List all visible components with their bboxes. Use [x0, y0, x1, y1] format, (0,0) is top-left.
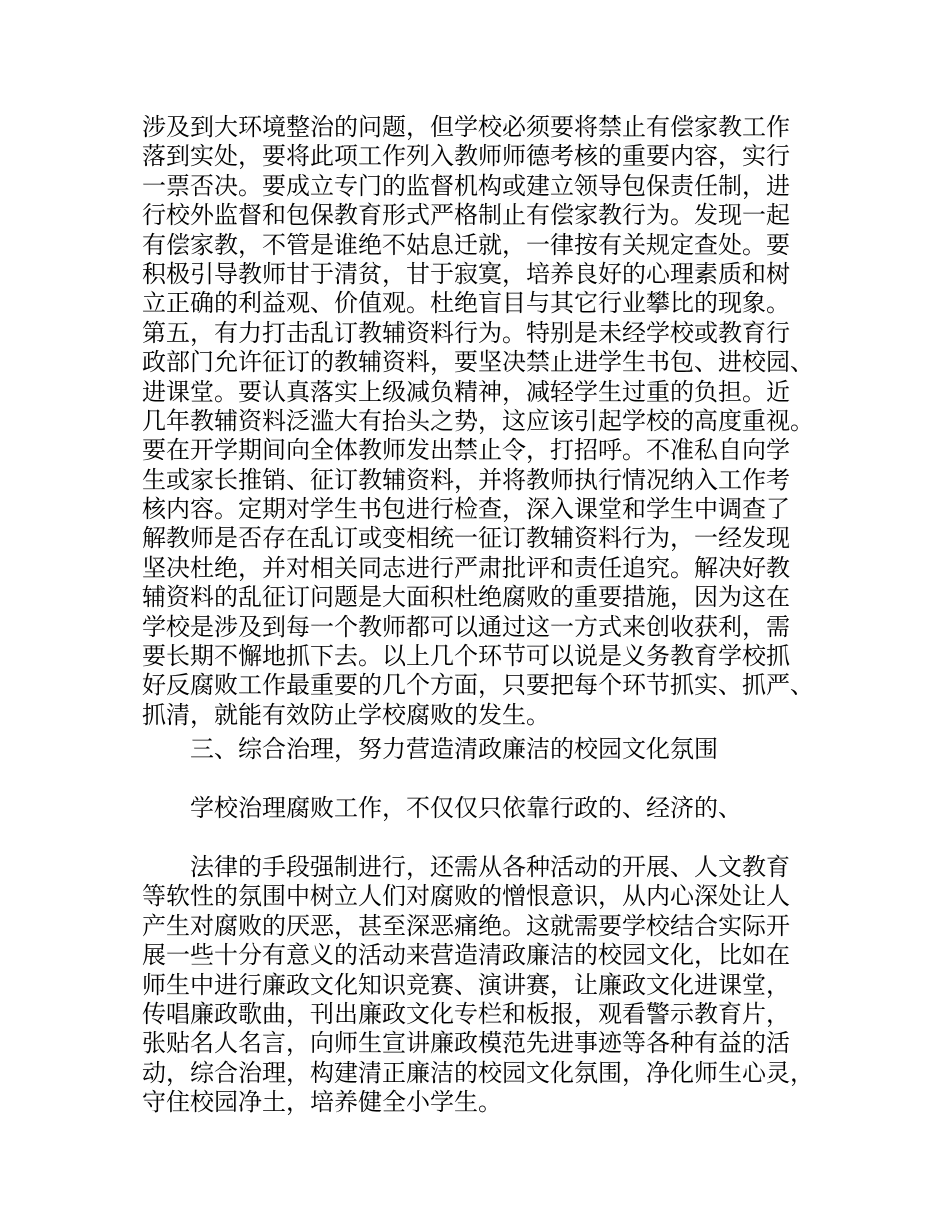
paragraph-campus-culture: [142, 853, 842, 1118]
text-line: 几年教辅资料泛滥大有抬头之势，这应该引起学校的高度重视。: [142, 406, 814, 435]
text-line: 产生对腐败的厌恶，甚至深恶痛绝。这就需要学校结合实际开: [142, 911, 790, 940]
text-line: 落到实处，要将此项工作列入教师师德考核的重要内容，实行: [142, 142, 790, 171]
text-line: 要长期不懈地抓下去。以上几个环节可以说是义务教育学校抓: [142, 642, 790, 671]
text-line: 等软性的氛围中树立人们对腐败的憎恨意识，从内心深处让人: [142, 882, 790, 911]
text-line: 核内容。定期对学生书包进行检查，深入课堂和学生中调查了: [142, 495, 790, 524]
text-line: 涉及到大环境整治的问题，但学校必须要将禁止有偿家教工作: [142, 113, 790, 141]
heading-text: 三、综合治理，努力营造清政廉洁的校园文化氛围: [190, 735, 718, 763]
text-line: 行校外监督和包保教育形式严格制止有偿家教行为。发现一起: [142, 201, 790, 230]
paragraph-text: 学校治理腐败工作，不仅仅只依靠行政的、经济的、: [190, 794, 742, 822]
text-line: 有偿家教，不管是谁绝不姑息迁就，一律按有关规定查处。要: [142, 230, 790, 259]
text-line: 好反腐败工作最重要的几个方面，只要把每个环节抓实、抓严、: [142, 671, 814, 700]
text-line: 法律的手段强制进行，还需从各种活动的开展、人文教育: [190, 853, 790, 881]
text-line: 抓清，就能有效防止学校腐败的发生。: [142, 700, 550, 729]
text-line: 传唱廉政歌曲，刊出廉政文化专栏和板报，观看警示教育片，: [142, 999, 790, 1028]
text-line: 生或家长推销、征订教辅资料，并将教师执行情况纳入工作考: [142, 465, 790, 494]
paragraph-anti-paid-tutoring: [142, 113, 842, 730]
text-line: 要在开学期间向全体教师发出禁止令，打招呼。不准私自向学: [142, 436, 790, 465]
text-line: 动，综合治理，构建清正廉洁的校园文化氛围，净化师生心灵，: [142, 1058, 814, 1087]
text-line: 第五，有力打击乱订教辅资料行为。特别是未经学校或教育行: [142, 318, 790, 347]
text-line: 坚决杜绝，并对相关同志进行严肃批评和责任追究。解决好教: [142, 553, 790, 582]
text-line: 政部门允许征订的教辅资料，要坚决禁止进学生书包、进校园、: [142, 348, 814, 377]
text-line: 解教师是否存在乱订或变相统一征订教辅资料行为，一经发现: [142, 524, 790, 553]
text-line: 进课堂。要认真落实上级减负精神，减轻学生过重的负担。近: [142, 377, 790, 406]
text-line: 辅资料的乱征订问题是大面积杜绝腐败的重要措施，因为这在: [142, 583, 790, 612]
text-line: 展一些十分有意义的活动来营造清政廉洁的校园文化，比如在: [142, 941, 790, 970]
paragraph-governance-intro: [142, 794, 890, 823]
section-heading-3: [142, 735, 890, 764]
text-line: 张贴名人名言，向师生宣讲廉政模范先进事迹等各种有益的活: [142, 1029, 790, 1058]
text-line: 学校是涉及到每一个教师都可以通过这一方式来创收获利，需: [142, 612, 790, 641]
text-line: 师生中进行廉政文化知识竞赛、演讲赛，让廉政文化进课堂，: [142, 970, 790, 999]
text-line: 立正确的利益观、价值观。杜绝盲目与其它行业攀比的现象。: [142, 289, 790, 318]
text-line: 守住校园净土，培养健全小学生。: [142, 1088, 502, 1117]
text-line: 积极引导教师甘于清贫，甘于寂寞，培养良好的心理素质和树: [142, 259, 790, 288]
text-line: 一票否决。要成立专门的监督机构或建立领导包保责任制，进: [142, 171, 790, 200]
